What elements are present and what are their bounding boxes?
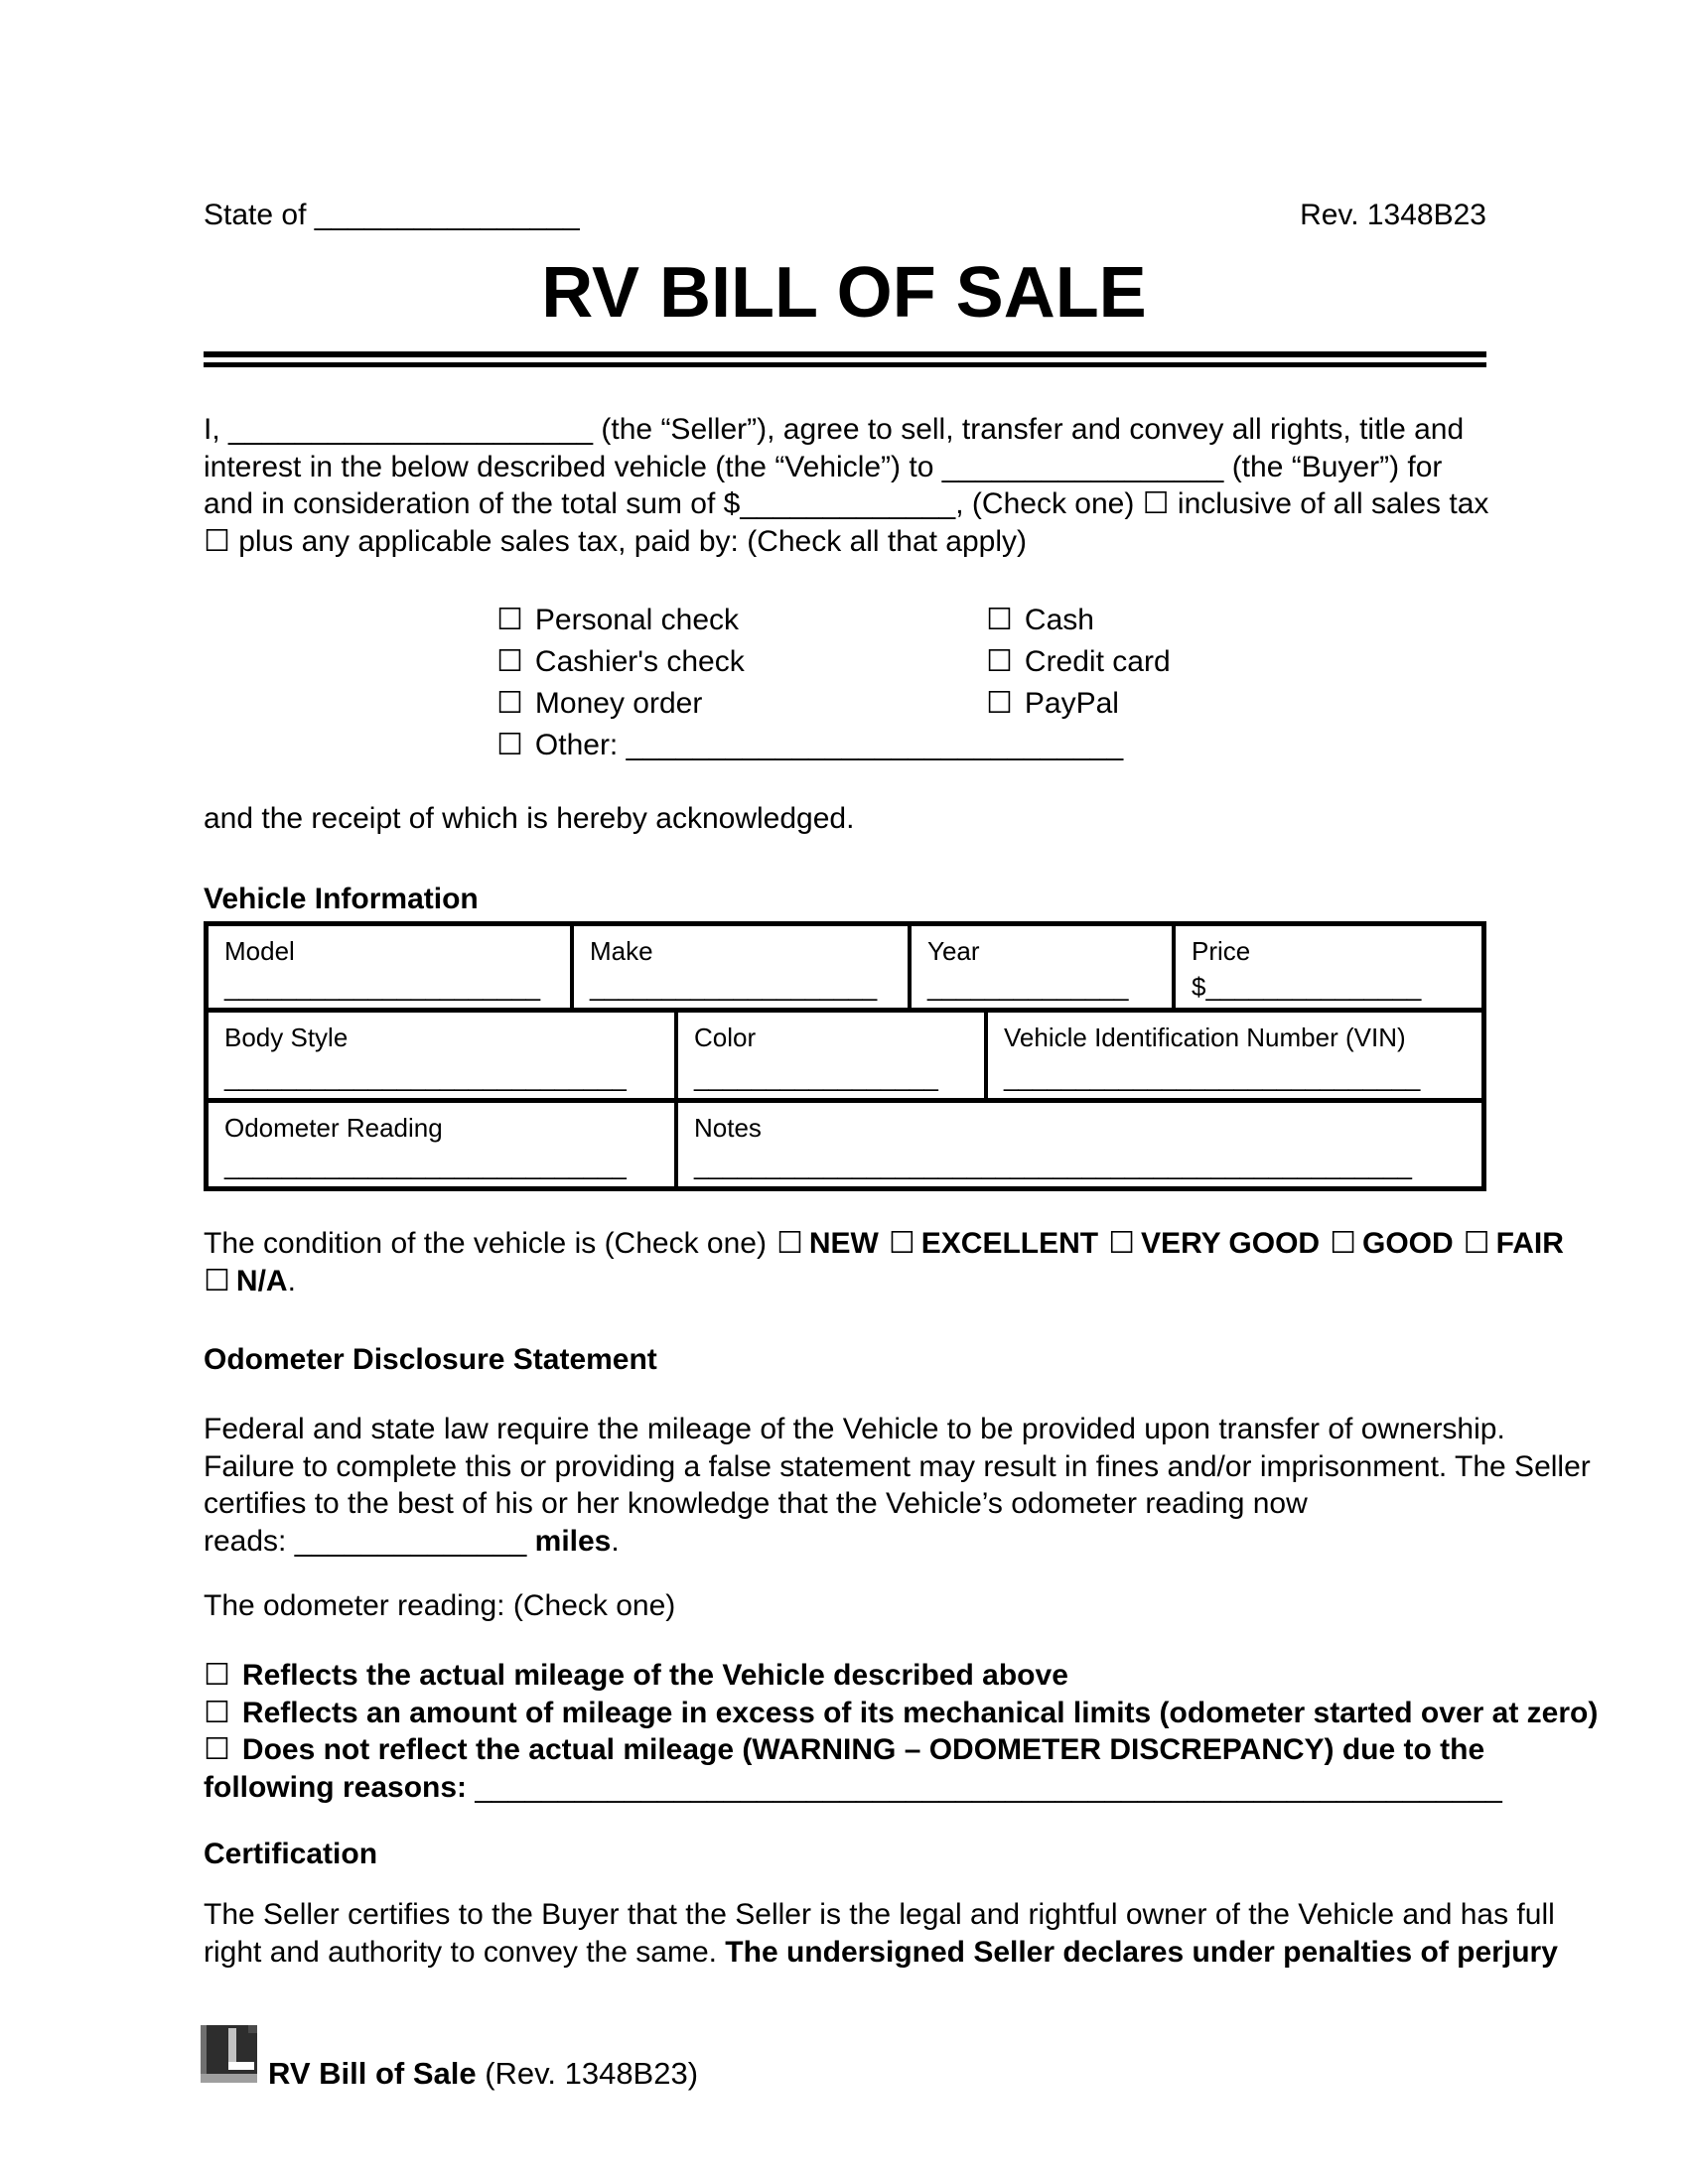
intro-paragraph [204, 411, 1488, 560]
odometer-reading-blank[interactable]: ______________ [294, 1524, 527, 1558]
payment-option-cash [986, 600, 1171, 641]
receipt-acknowledgement-line: and the receipt of which is hereby acknowledged. [204, 802, 855, 835]
price-cell [1176, 926, 1481, 1008]
logo-light-bar [228, 2028, 236, 2062]
condition-option-good: GOOD [1362, 1227, 1454, 1260]
dollar-sign: $ [1192, 972, 1206, 1002]
payment-option-label: Other: [534, 729, 627, 761]
page-title: RV BILL OF SALE [541, 253, 1147, 333]
sentence-period: . [611, 1524, 620, 1558]
body-style-input-line[interactable]: ____________________________ [224, 1062, 627, 1092]
odometer-check-prompt: The odometer reading: (Check one) [204, 1589, 676, 1622]
inclusive-sales-tax-label: inclusive of all sales tax [1169, 487, 1489, 520]
model-label: Model [224, 936, 295, 966]
body-style-cell [209, 1013, 678, 1098]
color-input-line[interactable]: _________________ [694, 1062, 938, 1092]
payment-option-label: Personal check [534, 604, 740, 636]
checkbox-icon[interactable]: ☐ [986, 603, 1013, 637]
logo-bottom-bar [201, 2074, 257, 2083]
buyer-name-blank[interactable]: _________________ [941, 450, 1224, 483]
checkbox-icon[interactable]: ☐ [1330, 1226, 1356, 1261]
vin-input-line[interactable]: _____________________________ [1004, 1062, 1421, 1092]
checkbox-icon[interactable]: ☐ [496, 603, 523, 637]
model-cell [209, 926, 574, 1008]
year-cell [912, 926, 1176, 1008]
payment-methods-right-column [986, 600, 1171, 725]
make-cell [574, 926, 912, 1008]
odometer-para-line-2: Failure to complete this or providing a false statement may result in fines and/or imprisonment. The Seller [204, 1449, 1591, 1483]
vehicle-info-table [204, 921, 1486, 1191]
intro-text: interest in the below described vehicle (the “Vehicle”) to [204, 450, 942, 483]
sale-amount-blank[interactable]: _____________ [740, 487, 956, 520]
vin-cell [988, 1013, 1481, 1098]
checkbox-icon[interactable]: ☐ [1142, 486, 1170, 521]
condition-line-2 [204, 1263, 1564, 1300]
odometer-options-list [204, 1657, 1598, 1806]
vehicle-information-heading: Vehicle Information [204, 883, 479, 915]
perjury-declaration: The undersigned Seller declares under penalties of perjury [725, 1935, 1558, 1969]
intro-line-3 [204, 485, 1488, 523]
notes-label: Notes [694, 1113, 762, 1143]
checkbox-icon[interactable]: ☐ [1463, 1226, 1490, 1261]
legal-templates-logo-icon [201, 2025, 257, 2083]
checkbox-icon[interactable]: ☐ [496, 644, 523, 679]
condition-line-1 [204, 1225, 1564, 1263]
odometer-reading-input-line[interactable]: ____________________________ [224, 1151, 627, 1180]
price-label: Price [1192, 936, 1251, 966]
intro-text: , (Check one) [955, 487, 1143, 520]
color-label: Color [694, 1023, 757, 1052]
footer-doc-title: RV Bill of Sale [268, 2056, 477, 2091]
seller-name-blank[interactable]: ______________________ [228, 413, 594, 446]
other-payment-blank[interactable]: ______________________________ [626, 729, 1124, 761]
payment-option-credit-card [986, 641, 1171, 683]
year-label: Year [927, 936, 980, 966]
payment-option-label: Money order [534, 687, 703, 720]
reads-label: reads: [204, 1524, 295, 1558]
payment-option-label: Cashier's check [534, 645, 745, 678]
odometer-reasons-line [204, 1769, 1598, 1807]
intro-text: (the “Seller”), agree to sell, transfer and convey all rights, title and [593, 413, 1465, 446]
condition-option-very-good: VERY GOOD [1141, 1227, 1321, 1260]
notes-input-line[interactable]: __________________________________________________ [694, 1151, 1412, 1180]
odometer-option-label: Reflects an amount of mileage in excess of its mechanical limits (odometer started over at zero) [241, 1696, 1599, 1729]
year-input-line[interactable]: ______________ [927, 972, 1129, 1002]
payment-option-label: PayPal [1024, 687, 1119, 720]
color-cell [678, 1013, 988, 1098]
checkbox-icon[interactable]: ☐ [986, 686, 1013, 721]
odometer-option-discrepancy [204, 1731, 1598, 1769]
intro-text: (the “Buyer”) for [1223, 450, 1443, 483]
following-reasons-label: following reasons: [204, 1770, 476, 1804]
certification-line-1: The Seller certifies to the Buyer that the Seller is the legal and rightful owner of the Vehicle and has full [204, 1898, 1555, 1931]
make-label: Make [590, 936, 653, 966]
body-style-label: Body Style [224, 1023, 349, 1052]
condition-option-na: N/A [235, 1265, 288, 1297]
revision-label: Rev. 1348B23 [1300, 199, 1486, 231]
logo-white-l [228, 2062, 254, 2070]
table-row [209, 926, 1481, 1013]
payment-option-label: Credit card [1024, 645, 1171, 678]
payment-option-label: Cash [1024, 604, 1094, 636]
intro-text: and in consideration of the total sum of $ [204, 487, 741, 520]
payment-option-other [496, 725, 1123, 766]
intro-line-4 [204, 523, 1488, 561]
intro-text: I, [204, 413, 229, 446]
checkbox-icon[interactable]: ☐ [204, 1658, 230, 1693]
condition-option-excellent: EXCELLENT [920, 1227, 1099, 1260]
checkbox-icon[interactable]: ☐ [1108, 1226, 1136, 1261]
odometer-disclosure-heading: Odometer Disclosure Statement [204, 1343, 657, 1376]
title-divider [204, 351, 1486, 367]
checkbox-icon[interactable]: ☐ [496, 728, 523, 762]
certification-paragraph [204, 1896, 1558, 1971]
footer-revision-note: (Rev. 1348B23) [476, 2056, 699, 2091]
table-row [209, 1103, 1481, 1186]
state-line [204, 197, 580, 234]
condition-option-fair: FAIR [1495, 1227, 1564, 1260]
odometer-option-label: Reflects the actual mileage of the Vehicle described above [241, 1659, 1068, 1692]
logo-corner-notch [248, 2025, 257, 2033]
intro-line-1 [204, 411, 1488, 449]
odometer-disclosure-paragraph [204, 1411, 1591, 1560]
payment-option-paypal [986, 683, 1171, 725]
price-input-line[interactable]: _______________ [1205, 972, 1422, 1002]
state-of-blank[interactable]: ________________ [314, 199, 580, 231]
state-of-label: State of [204, 199, 315, 231]
odometer-para-line-1: Federal and state law require the mileage of the Vehicle to be provided upon transfer of ownership. [204, 1413, 1505, 1445]
make-input-line[interactable]: ____________________ [590, 972, 878, 1002]
checkbox-icon[interactable]: ☐ [775, 1226, 803, 1261]
odometer-option-actual-mileage [204, 1657, 1598, 1695]
reasons-blank[interactable]: ______________________________________________________________ [475, 1770, 1502, 1804]
notes-cell [678, 1103, 1481, 1186]
checkbox-icon[interactable]: ☐ [888, 1226, 915, 1261]
condition-option-new: NEW [808, 1227, 879, 1260]
condition-prompt: The condition of the vehicle is (Check one) [204, 1227, 767, 1260]
model-input-line[interactable]: ______________________ [224, 972, 541, 1002]
odometer-para-line-4 [204, 1523, 1591, 1561]
footer-document-label [268, 2057, 698, 2091]
checkbox-icon[interactable]: ☐ [204, 1264, 230, 1298]
checkbox-icon[interactable]: ☐ [496, 686, 523, 721]
miles-label: miles [526, 1524, 612, 1558]
checkbox-icon[interactable]: ☐ [986, 644, 1013, 679]
certification-text: right and authority to convey the same. [204, 1935, 726, 1969]
odometer-option-label: Does not reflect the actual mileage (WARNING – ODOMETER DISCREPANCY) due to the [241, 1733, 1485, 1766]
plus-sales-tax-label: plus any applicable sales tax, paid by: (Check all that apply) [229, 524, 1028, 558]
odometer-reading-label: Odometer Reading [224, 1113, 443, 1143]
vin-label: Vehicle Identification Number (VIN) [1004, 1023, 1406, 1052]
intro-line-2 [204, 449, 1488, 486]
checkbox-icon[interactable]: ☐ [204, 523, 230, 559]
odometer-reading-cell [209, 1103, 678, 1186]
table-row [209, 1013, 1481, 1103]
certification-line-2 [204, 1934, 1558, 1972]
checkbox-icon[interactable]: ☐ [204, 1732, 230, 1767]
condition-statement [204, 1225, 1564, 1300]
checkbox-icon[interactable]: ☐ [204, 1695, 230, 1730]
certification-heading: Certification [204, 1838, 378, 1870]
condition-period: . [287, 1265, 296, 1297]
odometer-option-excess-mechanical-limits [204, 1695, 1598, 1732]
odometer-para-line-3: certifies to the best of his or her knowledge that the Vehicle’s odometer reading now [204, 1487, 1308, 1520]
